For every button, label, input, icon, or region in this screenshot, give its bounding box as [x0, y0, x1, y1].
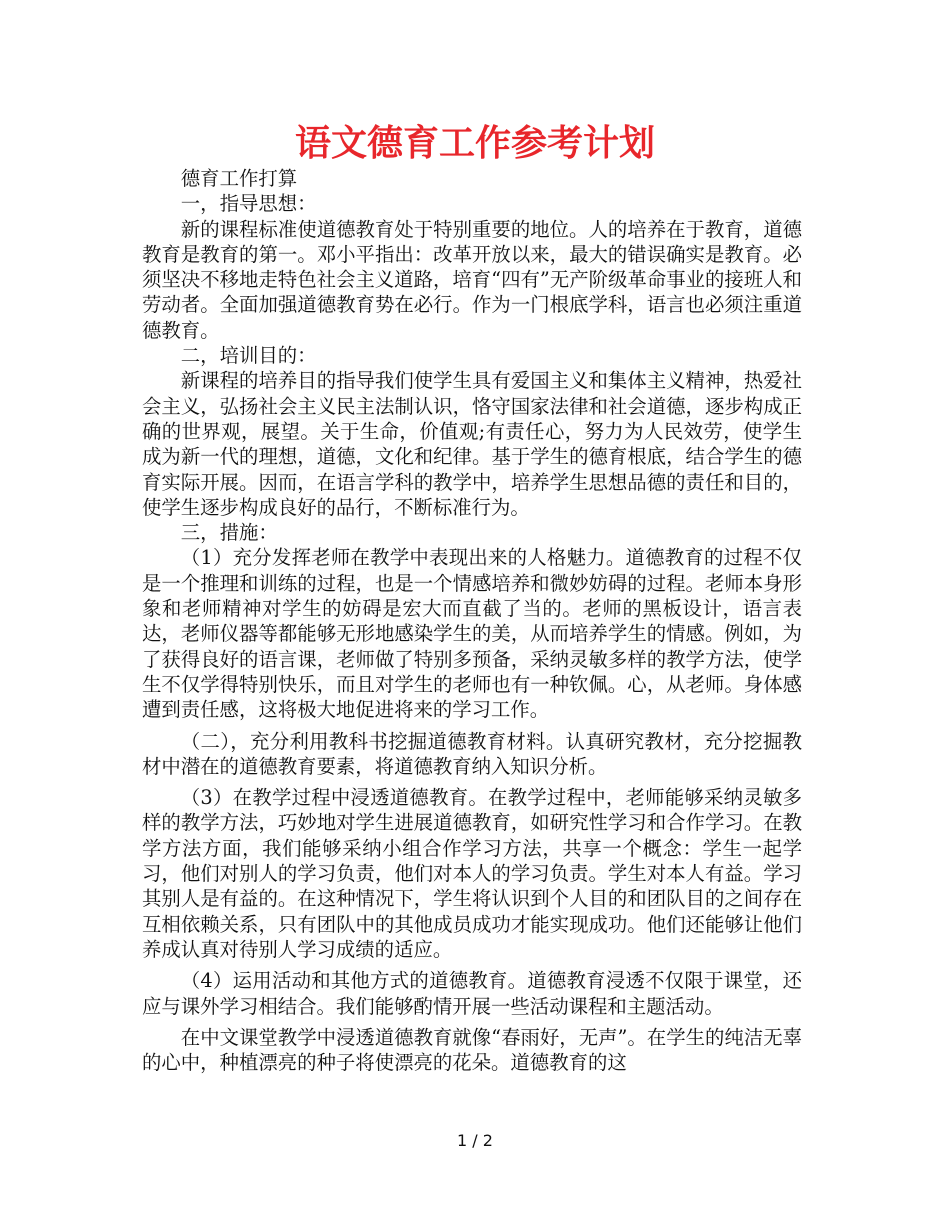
paragraph-measure-2: （二），充分利用教科书挖掘道德教育材料。认真研究教材，充分挖掘教材中潜在的道德教育要素，将道德教育纳入知识分析。	[142, 729, 802, 778]
paragraph-conclusion: 在中文课堂教学中浸透道德教育就像“春雨好，无声”。在学生的纯洁无辜的心中，种植漂亮的种子将使漂亮的花朵。道德教育的这	[142, 1025, 802, 1075]
paragraph-guiding-thought: 新的课程标准使道德教育处于特别重要的地位。人的培养在于教育，道德教育是教育的第一。邓小平指出：改革开放以来，最大的错误确实是教育。必须坚决不移地走特色社会主义道路，培育“四有”无产阶级革命事业的接班人和劳动者。全面加强道德教育势在必行。作为一门根底学科，语言也必须注重道德教育。	[142, 217, 802, 342]
paragraph-heading-plan: 德育工作打算	[180, 167, 298, 190]
paragraph-measure-3: （3）在教学过程中浸透道德教育。在教学过程中，老师能够采纳灵敏多样的教学方法，巧妙地对学生进展道德教育，如研究性学习和合作学习。在教学方法方面，我们能够采纳小组合作学习方法，共享一个概念：学生一起学习，他们对别人的学习负责，他们对本人的学习负责。学生对本人有益。学习其别人是有益的。在这种情况下，学生将认识到个人目的和团队目的之间存在互相依赖关系，只有团队中的其他成员成功才能实现成功。他们还能够让他们养成认真对待别人学习成绩的适应。	[142, 786, 802, 961]
document-title: 语文德育工作参考计划	[294, 123, 655, 164]
paragraph-section-2-heading: 二，培训目的：	[180, 344, 317, 368]
paragraph-section-1-heading: 一，指导思想：	[180, 192, 317, 216]
paragraph-measure-1: （1）充分发挥老师在教学中表现出来的人格魅力。道德教育的过程不仅是一个推理和训练的过程，也是一个情感培养和微妙妨碍的过程。老师本身形象和老师精神对学生的妨碍是宏大而直截了当的。老师的黑板设计，语言表达，老师仪器等都能够无形地感染学生的美，从而培养学生的情感。例如，为了获得良好的语言课，老师做了特别多预备，采纳灵敏多样的教学方法，使学生不仅学得特别快乐，而且对学生的老师也有一种钦佩。心，从老师。身体感遭到责任感，这将极大地促进将来的学习工作。	[142, 546, 802, 722]
paragraph-section-3-heading: 三，措施：	[180, 521, 278, 545]
paragraph-training-goal: 新课程的培养目的指导我们使学生具有爱国主义和集体主义精神，热爱社会主义，弘扬社会主义民主法制认识，恪守国家法律和社会道德，逐步构成正确的世界观，展望。关于生命，价值观;有责任心，努力为人民效劳，使学生成为新一代的理想，道德，文化和纪律。基于学生的德育根底，结合学生的德育实际开展。因而，在语言学科的教学中，培养学生思想品德的责任和目的，使学生逐步构成良好的品行，不断标准行为。	[142, 369, 802, 519]
document-body	[142, 166, 802, 1075]
page-number: 1 / 2	[457, 1131, 493, 1150]
paragraph-measure-4: （4）运用活动和其他方式的道德教育。道德教育浸透不仅限于课堂，还应与课外学习相结合。我们能够酌情开展一些活动课程和主题活动。	[142, 969, 802, 1018]
